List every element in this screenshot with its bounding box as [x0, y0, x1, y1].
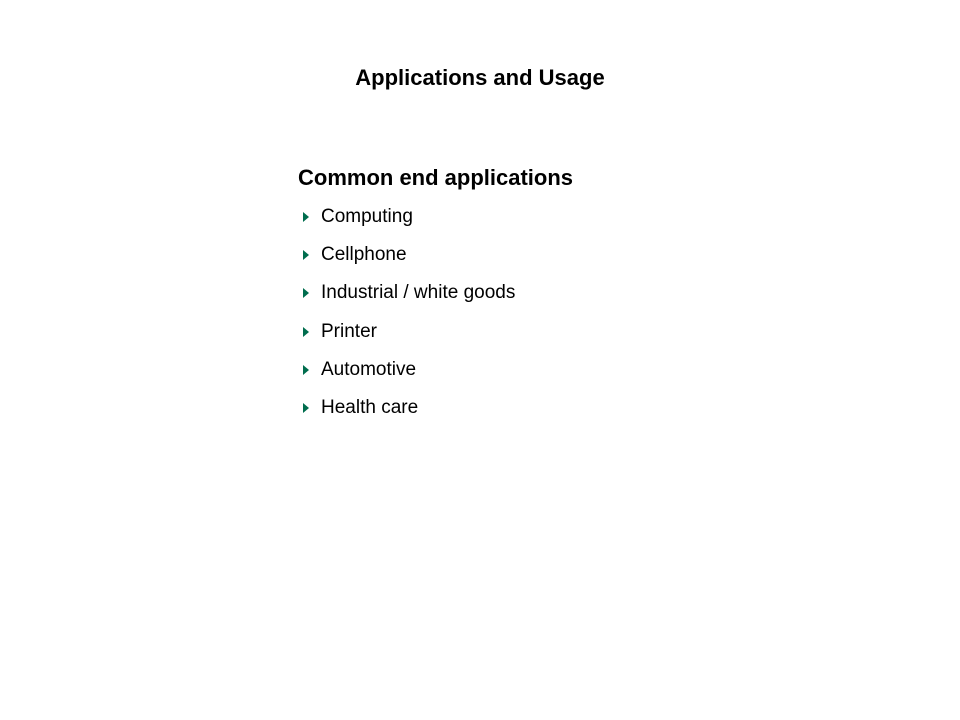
caret-right-icon [302, 211, 310, 223]
list-item [298, 236, 798, 274]
bullet-list [298, 198, 798, 427]
list-item [298, 274, 798, 312]
slide-title: Applications and Usage [355, 65, 605, 90]
section-heading: Common end applications [298, 165, 574, 190]
content-area [298, 162, 798, 427]
list-item-label: Computing [321, 206, 413, 228]
list-item-label: Health care [321, 397, 419, 419]
list-item [298, 389, 798, 427]
caret-right-icon [302, 402, 310, 414]
list-item [298, 351, 798, 389]
list-item-label: Industrial / white goods [321, 282, 516, 304]
caret-right-icon [302, 364, 310, 376]
list-item-label: Cellphone [321, 244, 407, 266]
list-item [298, 198, 798, 236]
caret-right-icon [302, 326, 310, 338]
caret-right-icon [302, 287, 310, 299]
list-item [298, 313, 798, 351]
list-item-label: Printer [321, 320, 377, 342]
caret-right-icon [302, 249, 310, 261]
list-item-label: Automotive [321, 358, 417, 380]
